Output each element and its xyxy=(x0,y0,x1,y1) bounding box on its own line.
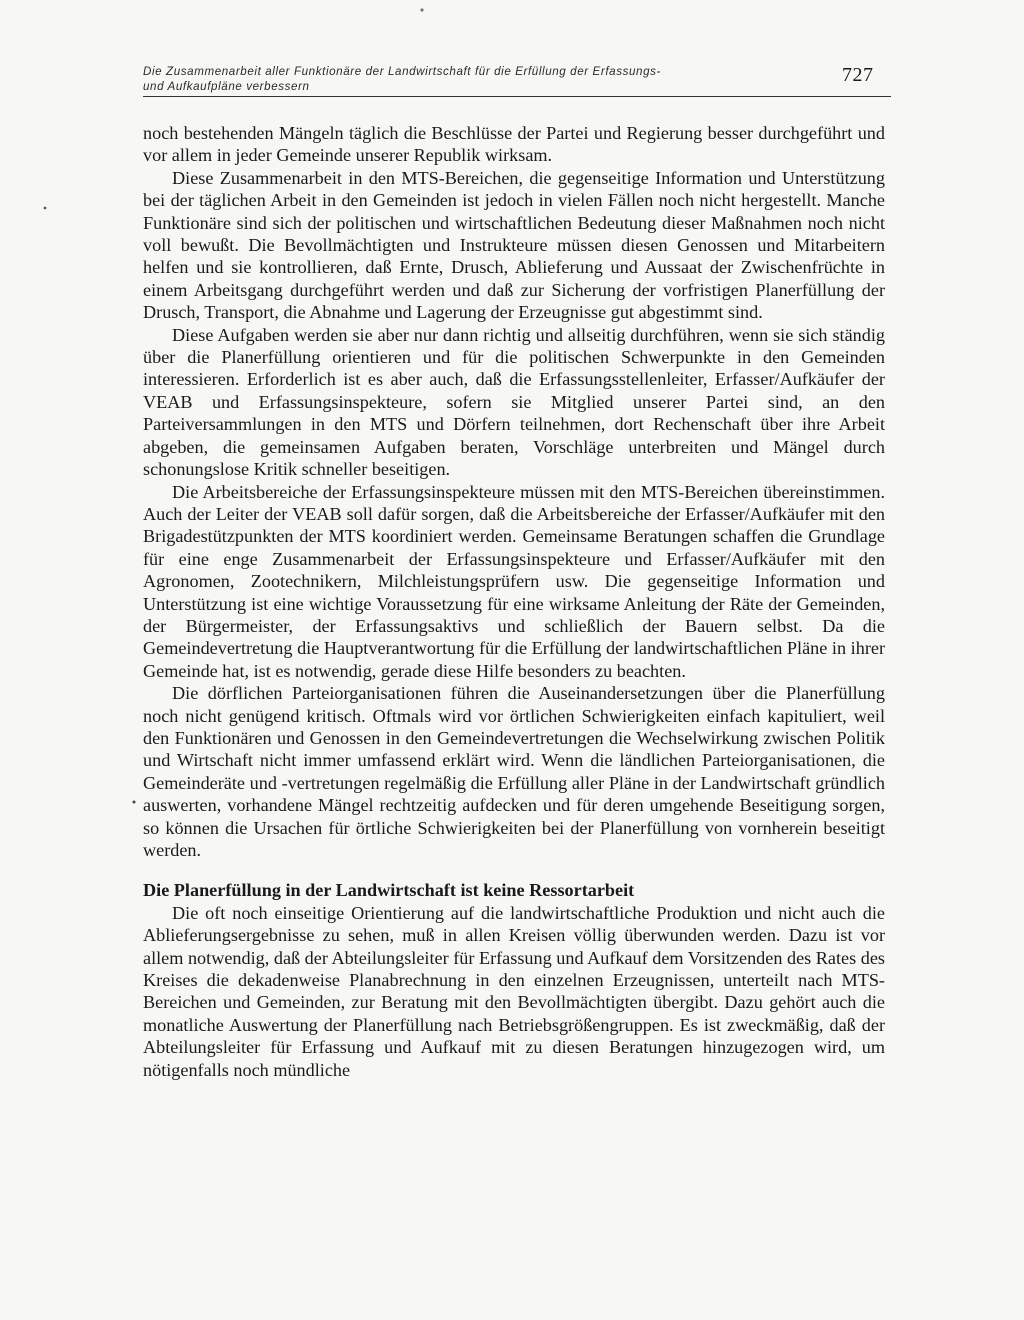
scan-speck xyxy=(420,8,423,11)
running-head-line-2: und Aufkaufpläne verbessern xyxy=(143,80,310,93)
section-heading: Die Planerfüllung in der Landwirtschaft ist keine Ressortarbeit xyxy=(143,880,635,901)
running-head xyxy=(143,64,793,94)
page-number: 727 xyxy=(842,64,874,86)
paragraph-continued: noch bestehenden Mängeln täglich die Beschlüsse der Partei und Regierung besser durchgeführt und vor allem in jeder Gemeinde unserer Republik wirksam. xyxy=(143,123,885,166)
scan-speck xyxy=(44,207,47,210)
paragraph: Die Arbeitsbereiche der Erfassungsinspekteure müssen mit den MTS-Bereichen übereinstimmen. Auch der Leiter der VEAB soll dafür sorgen, daß die Arbeitsbereiche der Erfasser/Aufkäufer mit den Brigadestützpunkten der MTS koordiniert werden. Gemeinsame Beratungen schaffen die Grundlage für eine enge Zusammenarbeit der Erfassungsinspekteure und Erfasser/Aufkäufer mit den Agronomen, Zootechnikern, Milchleistungsprüfern usw. Die gegenseitige Information und Unterstützung ist eine wichtige Voraussetzung für eine wirksame Anleitung der Räte der Gemeinden, der Bürgermeister, der Erfassungsaktivs und schließlich der Bauern selbst. Da die Gemeindevertretung die Hauptverantwortung für die Erfüllung der landwirtschaftlichen Pläne in ihrer Gemeinde hat, ist es notwendig, gerade diese Hilfe besonders zu beachten. xyxy=(143,481,885,681)
paragraph: Die oft noch einseitige Orientierung auf die landwirtschaftliche Produktion und nicht auch die Ablieferungsergebnisse zu sehen, muß in allen Kreisen völlig überwunden werden. Dazu ist vor allem notwendig, daß der Abteilungsleiter für Erfassung und Aufkauf dem Vorsitzenden des Rates des Kreises die dekadenweise Planabrechnung in den einzelnen Erzeugnissen, unterteilt nach MTS-Bereichen und Gemeinden, zur Beratung mit den Bevollmächtigten übergibt. Dazu gehört auch die monatliche Auswertung der Planerfüllung nach Betriebsgrößengruppen. Es ist zweckmäßig, daß der Abteilungsleiter für Erfassung und Aufkauf mit zu diesen Beratungen hinzugezogen wird, um nötigenfalls noch mündliche xyxy=(143,902,885,1080)
scan-speck xyxy=(133,801,136,804)
header-rule xyxy=(143,96,891,97)
paragraph: Diese Aufgaben werden sie aber nur dann richtig und allseitig durchführen, wenn sie sich ständig über die Planerfüllung orientieren und für die politischen Schwerpunkte in den Gemeinden interessieren. Erforderlich ist es aber auch, daß die Erfassungsstellenleiter, Erfasser/Aufkäufer der VEAB und Erfassungsinspekteure, sofern sie Mitglied unserer Partei sind, an den Parteiversammlungen in den MTS und Dörfern teilnehmen, dort Rechenschaft über ihre Arbeit abgeben, die gemeinsamen Aufgaben beraten, Vorschläge unterbreiten und Mängel durch schonungslose Kritik schneller beseitigen. xyxy=(143,324,885,480)
body-text xyxy=(143,122,885,1081)
running-head-line-1: Die Zusammenarbeit aller Funktionäre der Landwirtschaft für die Erfüllung der Erfassungs- xyxy=(143,65,662,78)
paragraph: Diese Zusammenarbeit in den MTS-Bereichen, die gegenseitige Information und Unterstützung bei der täglichen Arbeit in den Gemeinden ist jedoch in vielen Fällen noch nicht hergestellt. Manche Funktionäre sind sich der politischen und wirtschaftlichen Bedeutung dieser Maßnahmen noch nicht voll bewußt. Die Bevollmächtigten und Instrukteure müssen diesen Genossen und Mitarbeitern helfen und sie kontrollieren, daß Ernte, Drusch, Ablieferung und Aussaat der Zwischenfrüchte in einem Arbeitsgang durchgeführt werden und daß zur Sicherung der vorfristigen Planerfüllung der Drusch, Transport, die Abnahme und Lagerung der Erzeugnisse gut abgestimmt sind. xyxy=(143,167,885,323)
paragraph: Die dörflichen Parteiorganisationen führen die Auseinandersetzungen über die Planerfüllung noch nicht genügend kritisch. Oftmals wird vor örtlichen Schwierigkeiten einfach kapituliert, weil den Funktionären und Genossen in den Gemeindevertretungen die Wechselwirkung zwischen Politik und Wirtschaft nicht immer umfassend erklärt wird. Wenn die ländlichen Parteiorganisationen, die Gemeinderäte und -vertretungen regelmäßig die Erfüllung aller Pläne in der Landwirtschaft gründlich auswerten, vorhandene Mängel rechtzeitig aufdecken und für deren umgehende Beseitigung sorgen, so können die Ursachen für örtliche Schwierigkeiten bei der Planerfüllung von vornherein beseitigt werden. xyxy=(143,683,885,860)
